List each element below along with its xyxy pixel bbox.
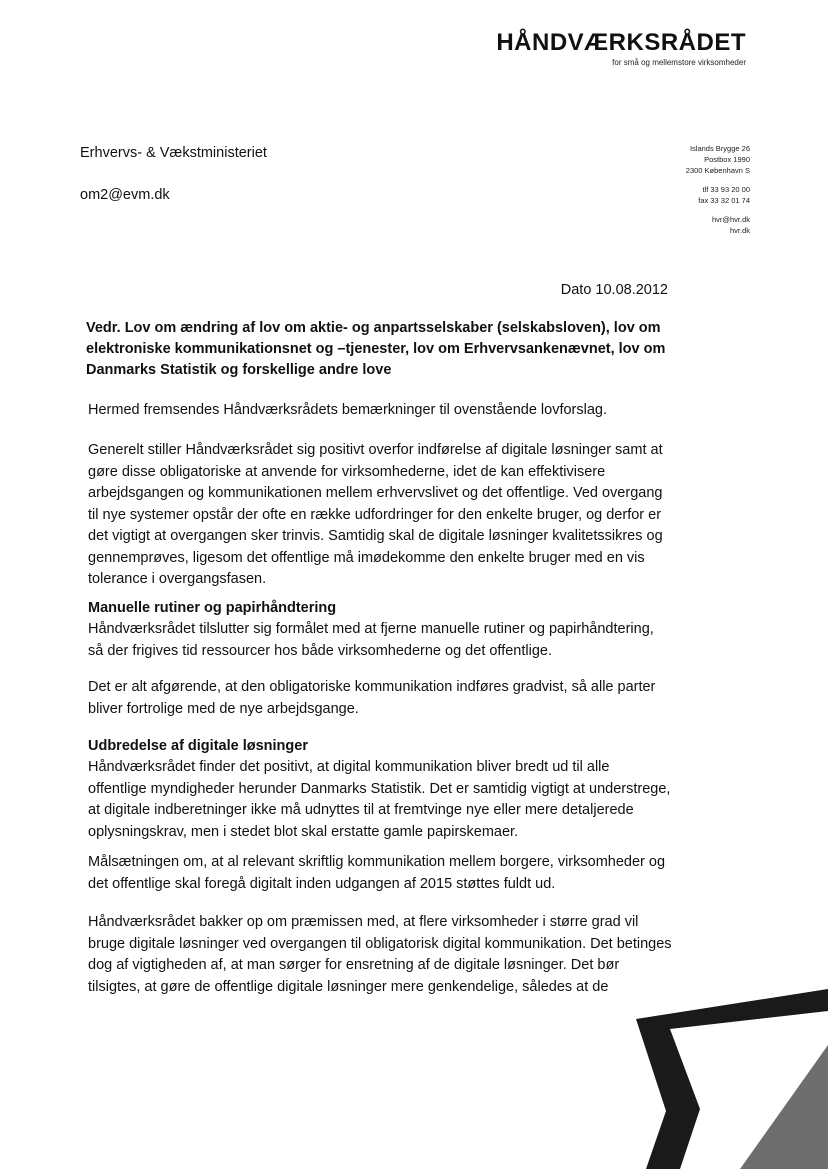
paragraph-digital: Håndværksrådet finder det positivt, at digital kommunikation bliver bredt ud til alle offentlige myndigheder herunder Danmarks Statistik. Det er samtidig vigtigt at understrege, at digitale indberetninger ikke må udnyttes til at fremtvinge nye eller mere detaljerede oplysningskrav, men i stedet blot skal erstatte gamle papirskemaer. (88, 759, 671, 840)
recipient-name: Erhvervs- & Vækstministeriet (80, 145, 267, 161)
address-fax: fax 33 32 01 74 (698, 196, 750, 205)
address-email: hvr@hvr.dk (711, 215, 750, 224)
gray-triangle-shape (740, 1045, 828, 1169)
paragraph-support: Håndværksrådet bakker op om præmissen med, at flere virksomheder i større grad vil bruge digitale løsninger ved overgangen til obligatorisk digital kommunikation. Det betinges dog af vigtigheden af, at man sørger for ensretning af de digitale løsninger. Det bør tilsigtes, at gøre de offentlige digitale løsninger mere genkendelige, således at de (88, 914, 672, 995)
address-web: hvr.dk (729, 226, 750, 235)
paragraph-general: Generelt stiller Håndværksrådet sig positivt overfor indførelse af digitale løsninger samt at gøre disse obligatoriske at anvende for virksomhederne, idet de kan effektivisere arbejdsgangen og kommunikationen mellem erhvervslivet og det offentlige. Ved overgang til nye systemer opstår der ofte en række udfordringer for den enkelte bruger, og derfor er det vigtigt at overgangen sker trinvis. Samtidig skal de digitale løsninger kvalitetssikres og gennemprøves, ligesom det offentlige må imødekomme den enkelte bruger med en vis tolerance i overgangsfasen. (88, 442, 663, 587)
paragraph-gradual: Det er alt afgørende, at den obligatoriske kommunikation indføres gradvist, så alle parter bliver fortrolige med de nye arbejdsgange. (88, 679, 656, 717)
org-tagline: for små og mellemstore virksomheder (612, 58, 746, 67)
address-phone: tlf 33 93 20 00 (702, 185, 750, 194)
letter-subject: Vedr. Lov om ændring af lov om aktie- og anpartsselskaber (selskabsloven), lov om elektroniske kommunikationsnet og –tjenester, lov om Erhvervsankenævnet, lov om Danmarks Statistik og forskellige andre love (86, 320, 666, 378)
address-street: Islands Brygge 26 (689, 144, 750, 153)
corner-decoration (628, 989, 828, 1169)
paragraph-manual: Håndværksrådet tilslutter sig formålet med at fjerne manuelle rutiner og papirhåndtering, så der frigives tid ressourcer hos både virksomhederne og det offentlige. (88, 621, 654, 659)
address-postbox: Postbox 1990 (704, 155, 750, 164)
paragraph-goal: Målsætningen om, at al relevant skriftlig kommunikation mellem borgere, virksomheder og det offentlige skal foregå digitalt inden udgangen af 2015 støttes fuldt ud. (88, 854, 666, 892)
letter-date: Dato 10.08.2012 (560, 282, 668, 298)
paragraph-intro: Hermed fremsendes Håndværksrådets bemærkninger til ovenstående lovforslag. (88, 402, 608, 418)
sender-address (686, 143, 750, 236)
letterhead-logo (496, 30, 746, 68)
org-name: HÅNDVÆRKSRÅDET (496, 29, 746, 56)
section-heading-digital: Udbredelse af digitale løsninger (88, 738, 308, 754)
section-heading-manual: Manuelle rutiner og papirhåndtering (88, 600, 337, 616)
recipient-email: om2@evm.dk (80, 187, 170, 203)
address-city: 2300 København S (685, 166, 750, 175)
